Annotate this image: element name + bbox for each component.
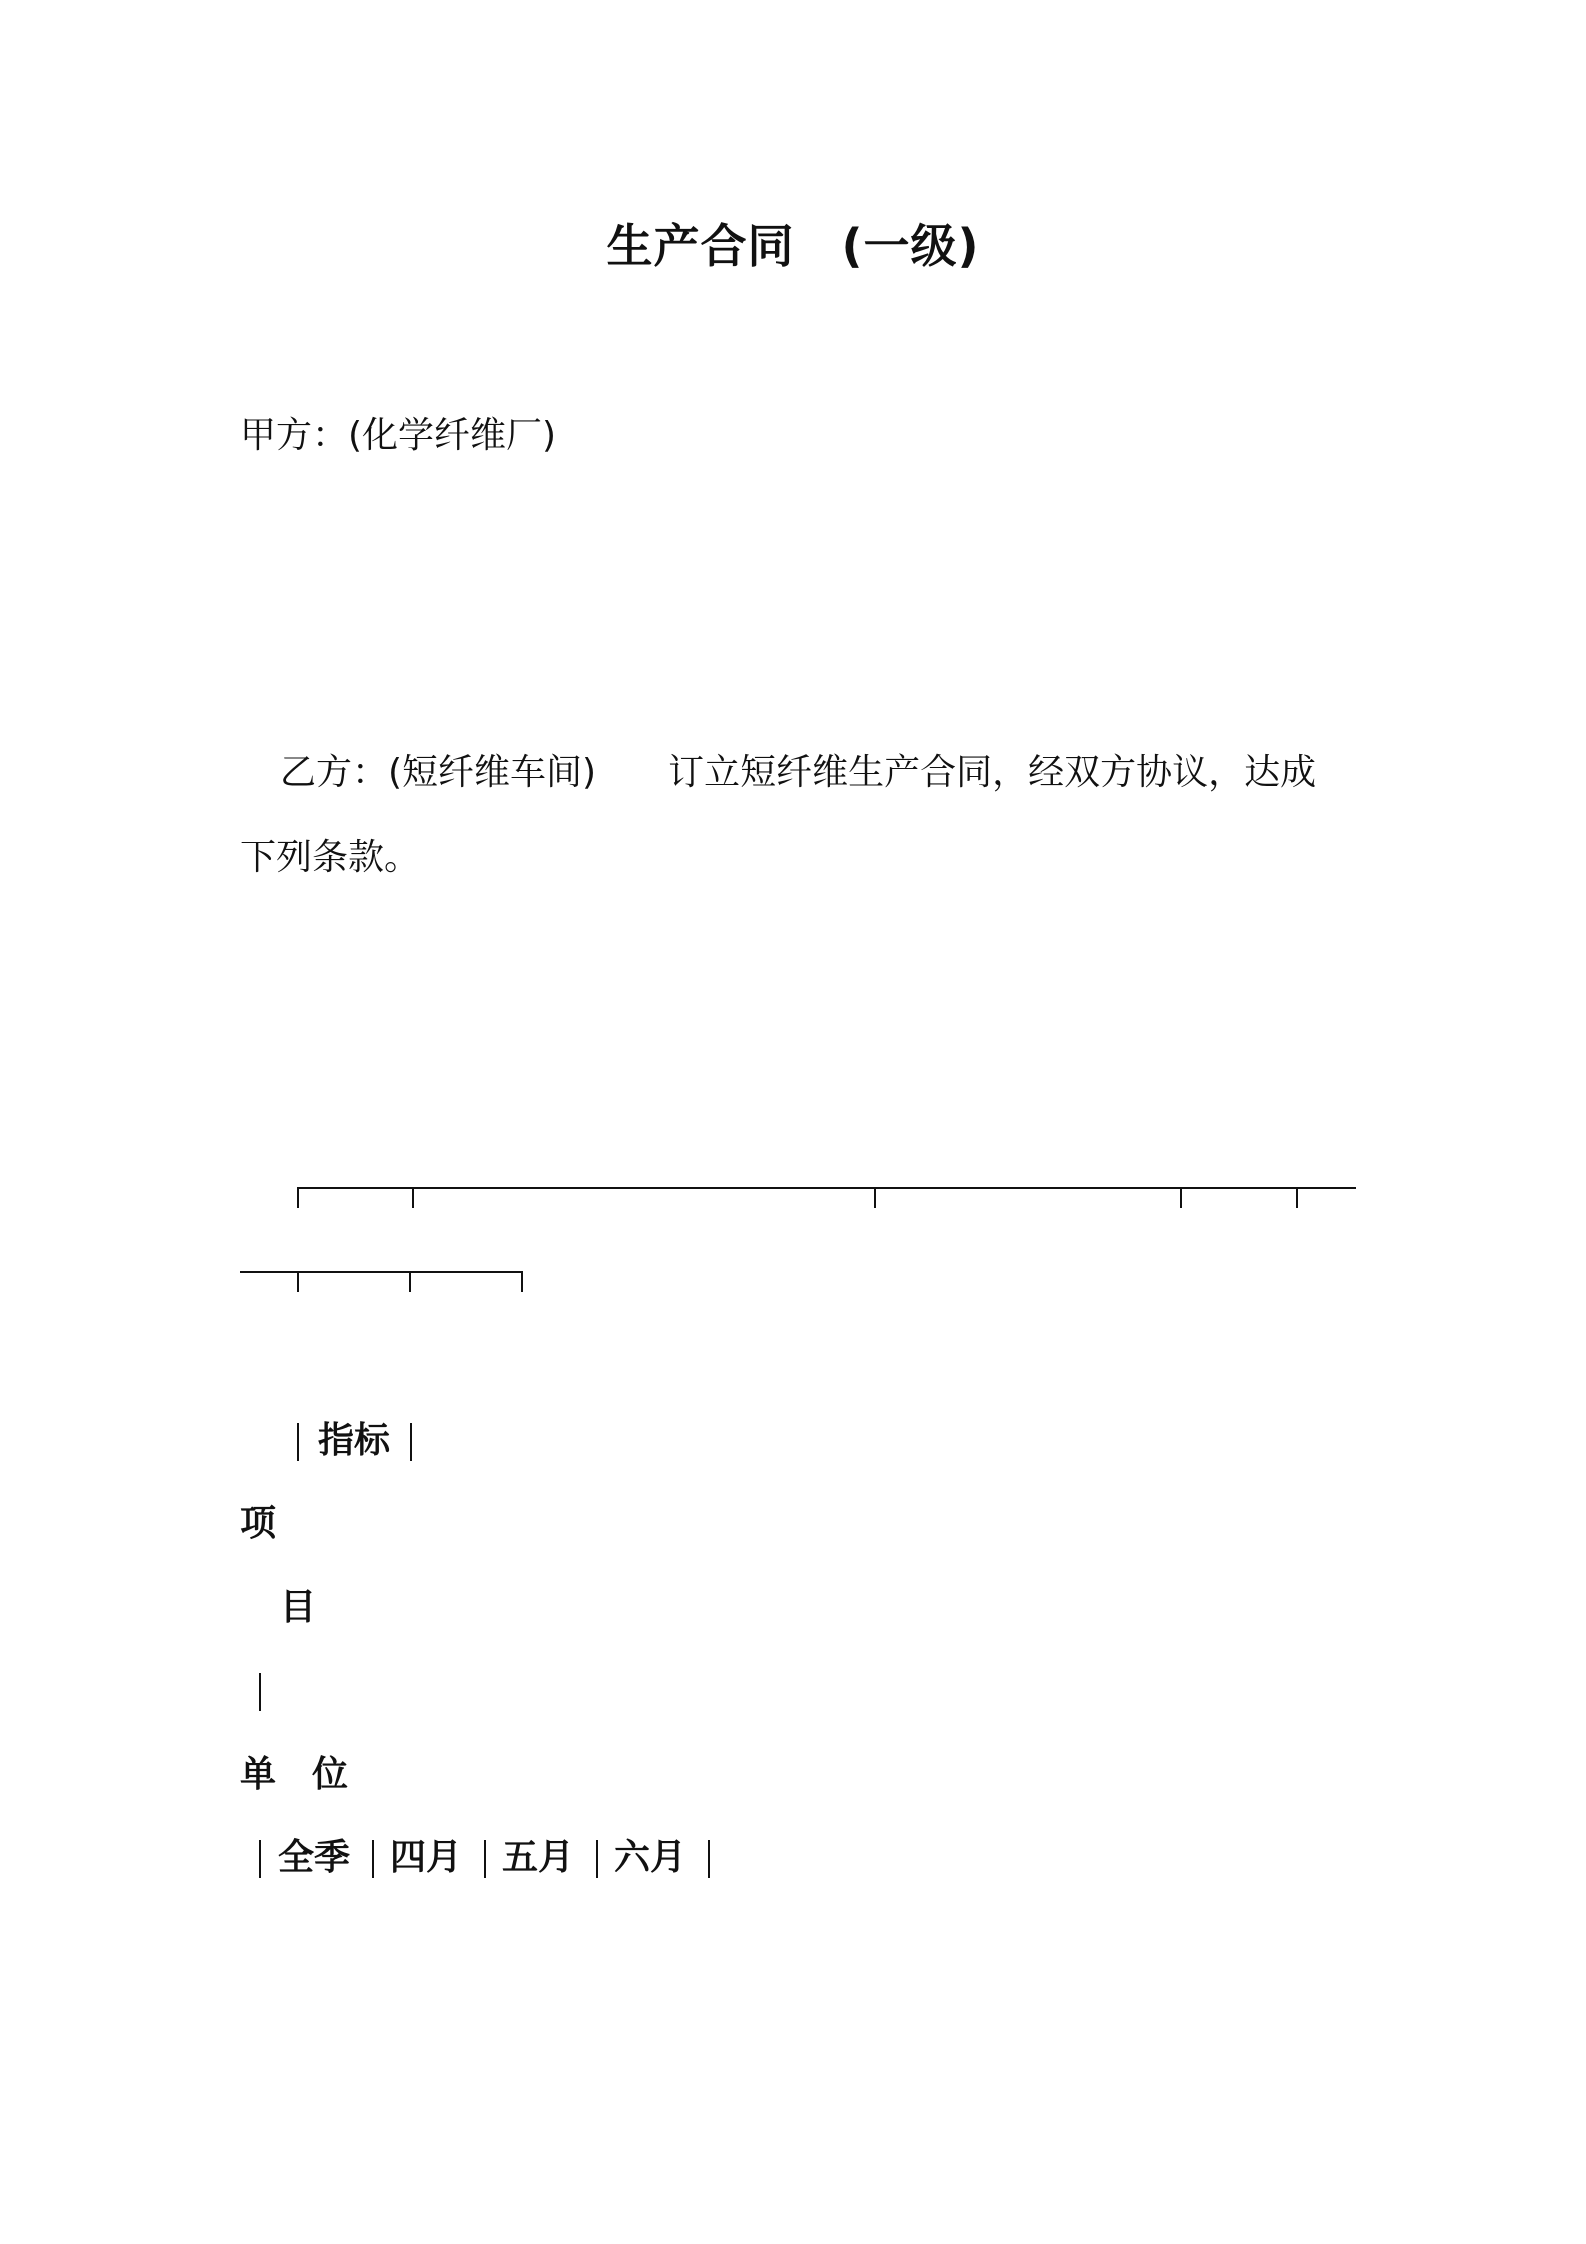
indicator-label: 指标 bbox=[318, 1420, 391, 1461]
column-header-full-season: 全季 bbox=[278, 1837, 351, 1878]
party-a-line: 甲方：(化学纤维厂) bbox=[240, 415, 557, 456]
column-header-april: 四月 bbox=[390, 1837, 463, 1878]
cell-divider bbox=[708, 1840, 710, 1878]
document-title: 生产合同 (一级) bbox=[606, 219, 980, 273]
cell-divider bbox=[596, 1840, 598, 1878]
cell-divider bbox=[484, 1840, 486, 1878]
item-label-char2: 目 bbox=[280, 1587, 317, 1628]
cell-divider bbox=[297, 1423, 299, 1461]
cell-divider bbox=[410, 1423, 412, 1461]
cell-divider bbox=[259, 1673, 261, 1711]
unit-label: 单 位 bbox=[240, 1754, 349, 1795]
party-b-continuation: 下列条款。 bbox=[240, 837, 421, 878]
column-header-june: 六月 bbox=[614, 1837, 687, 1878]
party-b-line: 乙方：(短纤维车间) 订立短纤维生产合同，经双方协议，达成 bbox=[280, 752, 1317, 793]
cell-divider bbox=[372, 1840, 374, 1878]
item-label-char1: 项 bbox=[240, 1503, 277, 1544]
column-header-may: 五月 bbox=[502, 1837, 575, 1878]
cell-divider bbox=[259, 1840, 261, 1878]
